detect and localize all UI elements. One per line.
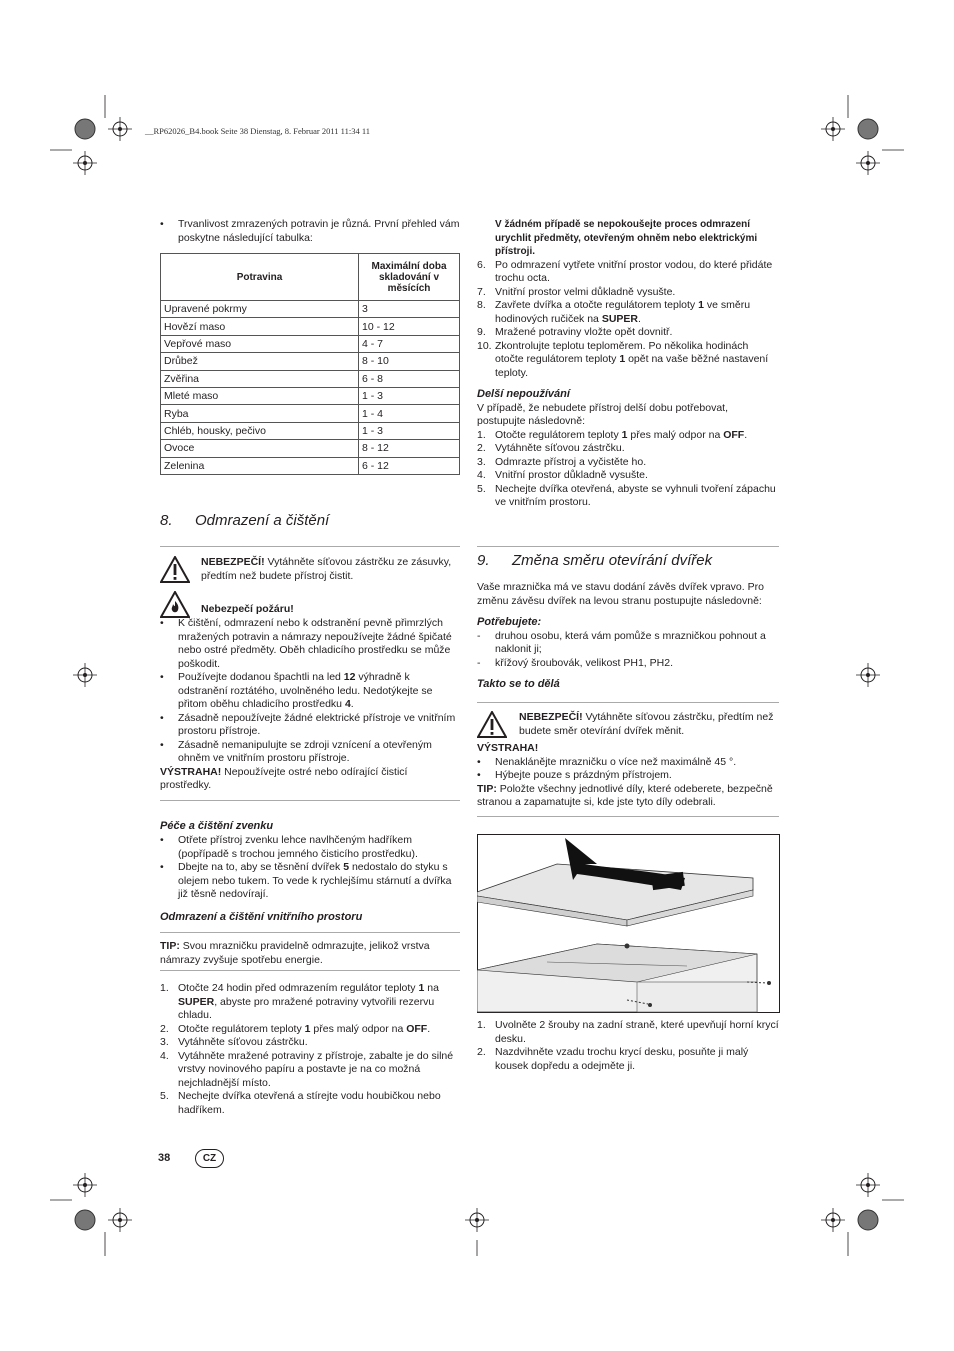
table-row — [161, 387, 460, 404]
section-9-body — [477, 581, 779, 692]
tip-notice-2: TIP: Položte všechny jednotlivé díly, které odeberete, bezpečně stranou a zapamatujte si, kde jste tyto díly odebrali. — [477, 782, 773, 808]
list-item: 5. Nechejte dvířka otevřená a stírejte vodu houbičkou nebo hadříkem. — [160, 1090, 441, 1116]
list-item: 1. Uvolněte 2 šrouby na zadní straně, které upevňují horní krycí desku. — [477, 1019, 779, 1045]
duration-cell: 8 - 12 — [359, 440, 460, 457]
care-bullets — [160, 834, 460, 902]
table-row — [161, 370, 460, 387]
list-item: • Nenaklánějte mrazničku o více než maximálně 45 °. — [477, 756, 779, 770]
duration-cell: 10 - 12 — [359, 318, 460, 335]
list-item: • Dbejte na to, aby se těsnění dvířek 5 nedostalo do styku s olejem nebo tukem. To vede k rychlejšímu stárnutí a dvířka již těsně nedovírají. — [160, 861, 460, 902]
duration-cell: 1 - 4 — [359, 405, 460, 422]
food-cell: Ovoce — [161, 440, 359, 457]
duration-cell: 4 - 7 — [359, 335, 460, 352]
table-row — [161, 405, 460, 422]
list-item: • Zásadně nemanipulujte se zdroji vznícení a otevřeným ohněm ve vnitřním prostoru přístroje. — [160, 739, 460, 766]
list-item: 2. Nazdvihněte vzadu trochu krycí desku, posuňte ji malý kousek dopředu a odejměte ji. — [477, 1046, 749, 1072]
food-cell: Zelenina — [161, 457, 359, 474]
table-row — [161, 353, 460, 370]
list-item: 1. Otočte regulátorem teploty 1 přes malý odpor na OFF. — [477, 428, 748, 441]
duration-cell: 6 - 12 — [359, 457, 460, 474]
danger-label: NEBEZPEČÍ! — [201, 556, 265, 568]
duration-cell: 3 — [359, 301, 460, 318]
page-number: 38 — [158, 1152, 171, 1164]
need-heading: Potřebujete: — [477, 616, 542, 628]
list-item: 2. Otočte regulátorem teploty 1 přes malý odpor na OFF. — [160, 1022, 431, 1035]
table-header-duration: Maximální doba skladování v měsících — [359, 254, 460, 301]
left-column — [160, 218, 460, 245]
caution-2 — [477, 742, 779, 810]
defrost-steps — [160, 982, 460, 1117]
food-cell: Hovězí maso — [161, 318, 359, 335]
duration-cell: 6 - 8 — [359, 370, 460, 387]
intro-text: • Trvanlivost zmrazených potravin je různá. První přehled vám poskytne následující tabulka: — [160, 218, 460, 245]
list-item: • Zásadně nepoužívejte žádné elektrické přístroje ve vnitřním prostoru přístroje. — [160, 712, 460, 739]
list-item: 6. Po odmrazení vytřete vnitřní prostor vodou, do které přidáte trochu octa. — [477, 258, 773, 284]
bold-warning: V žádném případě se nepokoušejte proces odmrazení urychlit předměty, otevřeným ohněm nebo elektrickými přístroji. — [495, 219, 758, 257]
caution-notice: VÝSTRAHA! Nepoužívejte ostré nebo odírající čisticí prostředky. — [160, 765, 408, 791]
list-item: 7. Vnitřní prostor velmi důkladně vysušte. — [477, 285, 676, 298]
how-heading: Takto se to dělá — [477, 678, 560, 690]
table-row — [161, 301, 460, 318]
list-item: 4. Vnitřní prostor důkladně vysušte. — [477, 469, 648, 481]
print-slug: __RP62026_B4.book Seite 38 Dienstag, 8. Februar 2011 11:34 11 — [145, 126, 371, 136]
fire-label: Nebezpečí požáru! — [201, 603, 294, 615]
long-heading: Delší nepoužívání — [477, 388, 570, 400]
list-item: • Otřete přístroj zvenku lehce navlhčeným hadříkem (popřípadě s trochou jemného čisticího prostředku). — [160, 834, 460, 861]
s9-intro: Vaše mraznička má ve stavu dodání závěs dvířek vpravo. Pro změnu závěsu dvířek na levou stranu postupujte následovně: — [477, 581, 764, 607]
list-item: • K čištění, odmrazení nebo k odstranění pevně přimrzlých mražených potravin a námrazy nepoužívejte žádné špičaté nebo ostré předměty. Oběh chladicího prostředku se může poškodit. — [160, 617, 460, 671]
care-heading: Péče a čištění zvenku — [160, 820, 274, 832]
final-steps — [477, 1019, 779, 1073]
table-row — [161, 457, 460, 474]
section-8-heading — [160, 512, 329, 529]
section-9-heading — [477, 552, 712, 569]
list-item: • Používejte dodanou špachtli na led 12 výhradně k odstranění roztátého, uvolněného ledu. Nedotýkejte se přitom oběhu chladicího prostředku 4. — [160, 671, 460, 712]
list-item: 5. Nechejte dvířka otevřená, abyste se vyhnuli tvoření zápachu ve vnitřním prostoru. — [477, 482, 776, 508]
list-item: 10. Zkontrolujte teplotu teploměrem. Po několika hodinách otočte regulátorem teploty 1 opět na vaše běžné nastavení teploty. — [477, 339, 769, 379]
list-item: 3. Odmrazte přístroj a vyčistěte ho. — [477, 455, 647, 468]
list-item: 1. Otočte 24 hodin před odmrazením regulátor teploty 1 na SUPER, abyste pro mražené potraviny vytvořili rezervu chladu. — [160, 982, 439, 1021]
food-cell: Upravené pokrmy — [161, 301, 359, 318]
list-item: 2. Vytáhněte síťovou zástrčku. — [477, 442, 625, 454]
table-header-food: Potravina — [161, 254, 359, 301]
section-number: 8. — [160, 512, 173, 529]
duration-cell: 8 - 10 — [359, 353, 460, 370]
list-item: • Hýbejte pouze s prázdným přístrojem. — [477, 769, 779, 783]
table-row — [161, 440, 460, 457]
fire-bullets — [160, 617, 460, 793]
section-number: 9. — [477, 552, 490, 569]
list-item: - druhou osobu, která vám pomůže s mrazničkou pohnout a naklonit ji; — [477, 630, 779, 657]
storage-table — [160, 253, 460, 475]
duration-cell: 1 - 3 — [359, 387, 460, 404]
list-item: 4. Vytáhněte mražené potraviny z přístroje, zabalte je do silné vrstvy novinového papíru a postavte je na co možná nejchladnější místo. — [160, 1049, 454, 1089]
inner-heading: Odmrazení a čištění vnitřního prostoru — [160, 911, 363, 923]
list-item: 3. Vytáhněte síťovou zástrčku. — [160, 1036, 308, 1048]
long-intro: V případě, že nebudete přístroj delší dobu potřebovat, postupujte následovně: — [477, 401, 729, 427]
duration-cell: 1 - 3 — [359, 422, 460, 439]
food-cell: Mleté maso — [161, 387, 359, 404]
table-row — [161, 318, 460, 335]
danger-notice-1 — [201, 556, 461, 583]
freezer-lid-illustration — [477, 834, 780, 1013]
food-cell: Chléb, housky, pečivo — [161, 422, 359, 439]
danger-text: Vytáhněte síťovou zástrčku ze zásuvky, předtím než budete přístroj čistit. — [201, 556, 452, 582]
language-badge: CZ — [195, 1149, 224, 1168]
list-item: - křížový šroubovák, velikost PH1, PH2. — [477, 657, 779, 671]
warning-triangle-icon — [477, 711, 507, 738]
tip-notice: TIP: Svou mrazničku pravidelně odmrazujte, jelikož vrstva námrazy zvyšuje spotřebu energie. — [160, 940, 430, 966]
table-row — [161, 422, 460, 439]
danger-notice-2: NEBEZPEČÍ! Vytáhněte síťovou zástrčku, předtím než budete směr otevírání dvířek měnit. — [519, 711, 774, 737]
fire-warning-icon — [160, 591, 190, 618]
section-title: Odmrazení a čištění — [195, 512, 330, 529]
food-cell: Zvěřina — [161, 370, 359, 387]
food-cell: Ryba — [161, 405, 359, 422]
table-row — [161, 335, 460, 352]
food-cell: Drůbež — [161, 353, 359, 370]
right-column — [477, 218, 779, 510]
section-title: Změna směru otevírání dvířek — [512, 552, 713, 569]
food-cell: Vepřové maso — [161, 335, 359, 352]
warning-triangle-icon — [160, 556, 190, 583]
list-item: 9. Mražené potraviny vložte opět dovnitř. — [477, 326, 673, 338]
caution-label: VÝSTRAHA! — [477, 742, 539, 754]
list-item: 8. Zavřete dvířka a otočte regulátorem teploty 1 ve směru hodinových ručiček na SUPER. — [477, 299, 751, 325]
